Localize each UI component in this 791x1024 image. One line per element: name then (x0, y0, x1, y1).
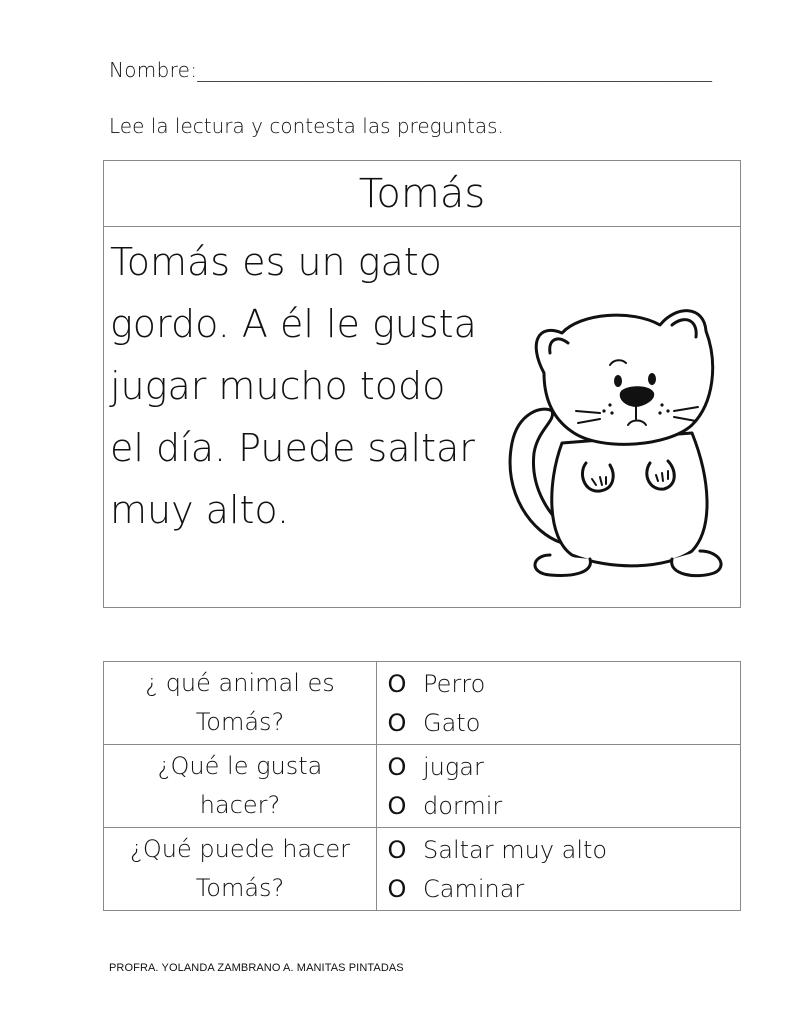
question-row (104, 828, 741, 911)
answer-cell (377, 828, 741, 911)
cat-icon (492, 293, 732, 583)
answer-label: Saltar muy alto (423, 835, 608, 864)
footer-credit: PROFRA. YOLANDA ZAMBRANO A. MANITAS PINTADAS (109, 962, 404, 974)
question-row (104, 745, 741, 828)
answer-bubble[interactable]: O (387, 752, 407, 781)
question-cell (104, 745, 377, 828)
question-row (104, 662, 741, 745)
answer-label: Caminar (423, 874, 525, 903)
question-cell (104, 828, 377, 911)
answer-option[interactable] (377, 869, 740, 908)
answer-bubble[interactable]: O (387, 708, 407, 737)
answer-label: dormir (423, 791, 503, 820)
reading-box (103, 160, 741, 608)
question-text: ¿Qué le gusta (157, 752, 323, 780)
question-text: Tomás? (195, 708, 285, 736)
answer-bubble[interactable]: O (387, 669, 407, 698)
name-field-label: Nombre:__________________________________________________ (109, 58, 713, 82)
question-cell (104, 662, 377, 745)
answer-label: Gato (423, 708, 481, 737)
answer-option[interactable] (377, 703, 740, 742)
answer-bubble[interactable]: O (387, 835, 407, 864)
reading-line: muy alto. (110, 488, 290, 532)
reading-line: el día. Puede saltar (110, 426, 475, 470)
instructions: Lee la lectura y contesta las preguntas. (109, 114, 504, 138)
question-text: Tomás? (195, 874, 285, 902)
answer-option[interactable] (377, 786, 740, 825)
answer-cell (377, 745, 741, 828)
question-text: hacer? (199, 791, 281, 819)
answer-bubble[interactable]: O (387, 874, 407, 903)
answer-cell (377, 662, 741, 745)
questions-table (103, 661, 741, 911)
answer-option[interactable] (377, 664, 740, 703)
question-text: ¿ qué animal es (145, 669, 335, 697)
answer-label: Perro (423, 669, 486, 698)
answer-option[interactable] (377, 747, 740, 786)
answer-bubble[interactable]: O (387, 791, 407, 820)
answer-option[interactable] (377, 830, 740, 869)
answer-label: jugar (423, 752, 484, 781)
reading-title: Tomás (104, 161, 740, 227)
reading-line: gordo. A él le gusta (110, 302, 477, 346)
reading-line: Tomás es un gato (110, 240, 442, 284)
question-text: ¿Qué puede hacer (130, 835, 350, 863)
reading-text (110, 231, 510, 541)
reading-line: jugar mucho todo (110, 364, 446, 408)
